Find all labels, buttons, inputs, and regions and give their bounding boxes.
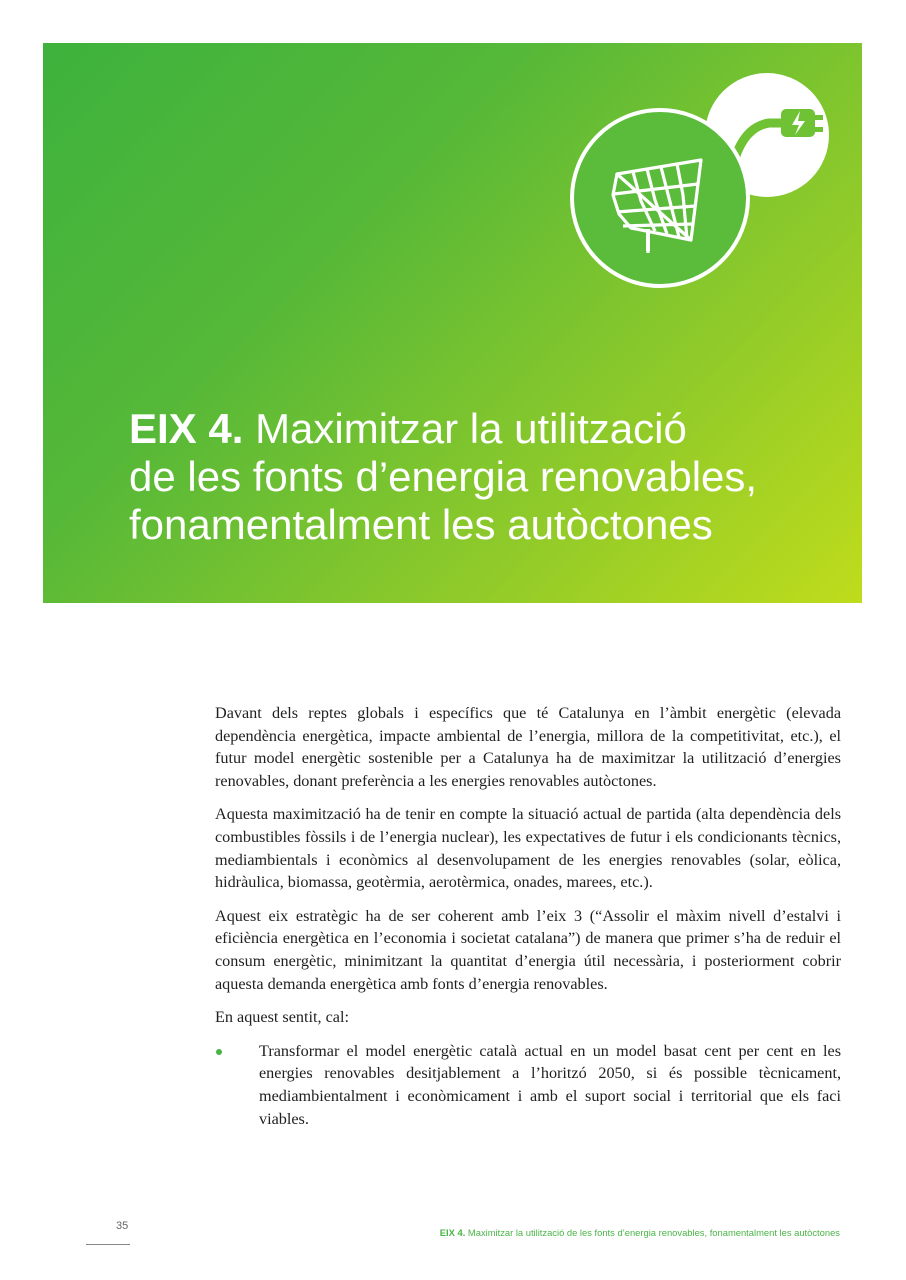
running-footer — [440, 1227, 840, 1238]
running-footer-number: EIX 4. — [439, 1227, 466, 1238]
body-text — [215, 702, 841, 1130]
page-number: 35 — [116, 1220, 129, 1232]
running-footer-title: Maximitzar la utilització de les fonts d’energia renovables, fonamentalment les autòctones — [465, 1227, 840, 1238]
body-paragraph: Davant dels reptes globals i específics que té Catalunya en l’àmbit energètic (elevada dependència energètica, impacte ambiental de l’energia, millora de la competitivitat, etc.), el futur model energètic sostenible per a Catalunya ha de maximitzar la utilització d’energies renovables, donant preferència a les energies renovables autòctones. — [215, 704, 841, 790]
chapter-title — [129, 405, 849, 549]
chapter-title-line1: Maximitzar la utilització — [243, 405, 687, 452]
chapter-number: EIX 4. — [129, 405, 244, 452]
body-paragraph: Aquesta maximització ha de tenir en compte la situació actual de partida (alta dependència dels combustibles fòssils i de l’energia nuclear), les expectatives de futur i els condicionants tècnics, mediambientals i econòmics al desenvolupament de les energies renovables (solar, eòlica, hidràulica, biomassa, geotèrmia, aerotèrmica, onades, marees, etc.). — [215, 805, 841, 892]
bullet-list — [215, 1040, 841, 1130]
chapter-title-line2: de les fonts d’energia renovables, — [129, 453, 758, 500]
solar-panel-icon — [572, 110, 748, 286]
chapter-banner — [43, 43, 862, 603]
bullet-text: Transformar el model energètic català actual en un model basat cent per cent en les energies renovables desitjablement a l’horitzó 2050, si és possible tècnicament, mediambientalment i econòmicament i amb el suport social i territorial que els faci viables. — [259, 1041, 841, 1128]
body-paragraph: En aquest sentit, cal: — [215, 1008, 349, 1027]
chapter-title-line3: fonamentalment les autòctones — [129, 501, 713, 548]
bullet-dot-icon — [216, 1049, 222, 1055]
bullet-item — [215, 1040, 841, 1130]
body-paragraph: Aquest eix estratègic ha de ser coherent amb l’eix 3 (“Assolir el màxim nivell d’estalvi i eficiència energètica en l’economia i societat catalana”) de manera que primer s’ha de reduir el consum energètic, minimitzant la quantitat d’energia útil necessària, i posteriorment cobrir aquesta demanda energètica amb fonts d’energia renovables. — [215, 906, 841, 993]
page-number-rule — [86, 1244, 130, 1245]
